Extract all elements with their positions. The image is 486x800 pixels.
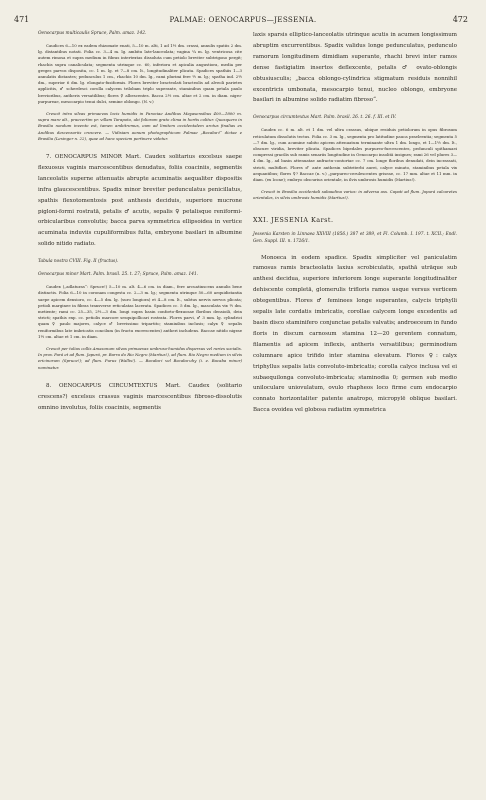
genus-heading: XXI. JESSENIA Karst. <box>253 215 334 224</box>
genus-description: Monoeca in eodem spadice. Spadix simpliciter vel paniculatim ramosus ramis bracteolatis laxius scrobiculatis, spathā utrāque sub anthesi decidua, superiore inferiorem longe superante longitudinaliter dehiscente completā, glomerulis trifloris ramos usque versus verticem obtegentibus. Flores ♂ feminees longe superantes, calycis triphylli sepalis late cordatis imbricatis, corollae calycem longe excedentis ad basin disco staminifero conjunctae petalis valvatis; androeceum in fundo floris in discum carnosum stamina 12—20 gerentem connatum, filamentis ad apicem inflexis, antheris versatilibus; germinodium columnare apice trifido inter stamina elevatum. Flores ♀: calyx triphyllus sepalis latis convoluto-imbricatis; corolla calyce inclusa vel ei subaequilonga convoluto-imbricata; staminodia 0; germen sub medio uniloculare uniovulatum, ovulo rhapheos loco firme cum endocarpio connato horizontaliter patente anatropo, micropylē oblique basilari. Bacca ovoidea vel globosa radiatim symmetrica <box>253 254 457 414</box>
species-heading-continuation: laxis sparsis elliptico-lanceolatis utrinque acutis in acumen longissimum abruptim excurrentibus. Spadix validus longe pedunculatus, pedunculo ramorum longitudinem dimidiam superante, rhachi brevi inter ramos dense fastigiatim insertos deflexcente, petalis ♂ ovato-oblongis obtusiusculis; „bacca oblongo-cylindrica stigmatum residuis nonnihil excentricis umbonata, mesocarpio tenui, nucleo oblongo, embryone basilari in albumine solido radiatim fibroso“. <box>253 32 457 104</box>
page-number-left: 471 <box>14 15 30 24</box>
page-number-right: 472 <box>452 15 468 24</box>
species-description: Caudex cc. 6 m. alt. et 1 dm. vel ultra crassus, ubique residuis petiolorum in opus fibrosum reticulatum dissolutis tectus. Folia cc. 3 m. lg., segmenta pro latitudine pauca praeleentia; segmenta 5—7 dm. lg., cum acumine subito apicem attenuatum terminante ultra 1 dm. longo, et 1—1½ dm. lt., obscure viridia, breviter plicata. Spadices bipedales purpureo-furcescentes, pedunculi spithamaei compressi gracilis sub ramis senariis longitudine in Oenocarpo insolitā insignes; rami 26 vel plures 3—4 dm. lg., ad basin attenuatae anfractu-contortae cc. 7 cm. longe floribus denudati, dein incrassati, stricti, multiflori. Flores ♂ ante anthesin subtriterbi aurei, calyce minuto, staminibus petala vix aequantibus; flores ♀? Baccae (n. v.) „purpureo-cerulescentes griseae, cc. 17 mm. altae et 11 mm. in diam. (ex Icone); embryo obscurius orientale, in ilvis umbrosis humidis (Martius!). <box>253 127 457 182</box>
synonym-citation: Oenocarpus circumtextus Mart. Palm. brasil. 26. t. 26. f. III. et IV. <box>253 115 397 121</box>
species-description: Caudices 6—10 ex eadem rhizomate enati, 5—10 m. alti, 1 ad 1½ dm. crassi, annulis spatiis 2 dm. lg. distantibus notati. Folia cc. 3—4 m. lg. ambitu late-lanceolata; vagina ¼ m. lg. ventricosa cite autem rimosa et supra medium in fibras intertextas dissoluta cum petiolo breviter subtrigono pergit; rhachis supra canaliculata; segmenta utrinque cc. 60, inferiora et apicalia angustiora, media per greges parvos disposita, cc. 1 m. lg. et 7—8 cm. lt., longitudinaliter plicata. Spadices spathiis 1—3 annulatis distantes; pedunculus 1 cm., rhachis 10 dm. lg., rami plurimi fere ½ m. lg.; spatha ind. 2½ dm., superior 6 dm. lg. elongato-fusiformis. Flores breviter bracteolati bracteolis ad alveoli parietes applicitis, ♂ scherdesci corolla calycem trilobam triplo superante, staminibus quam petala paulo brevioribus, antheris versatilibus; flores ♀ albescentes. Bacca 2½ cm. altae et 2 cm. in diam. nigro-purpureae, mesocarpio tenui dulci, semine oblongo. (N. v.) <box>38 43 242 104</box>
species-heading-oenocarpus-minor: 7. OENOCARPUS MINOR Mart. Caudex solitarius excelsus saepe flexuosus vaginis marcescentibus denudatus, foliis coaciniis, segmentis lanceolatis superne attenuatis abrupte acuminatis aequaliter dispositis infra glaucescentibus. Spadix minor breviter pedunculatus penicillatus, spathis flexotomentosis post anthesis deciduis, superiore mucrone pigloni-formi rostratā, petalis ♂ acutis, sepalis ♀ petalisque reniformi-orbicularibus convolutis; bacca parva symmetrica ellipsoidea in vertice acuminata induviis cupuliformibus fulta, embryone basilari in albumine solido nitido radiato. <box>38 154 242 248</box>
species-heading-oenocarpus-circumtextus: 8. OENOCARPUS CIRCUMTEXTUS Mart. Caudex (solitario crescens?) excelsus crassus vaginis marcescentibus fibroso-dissolutis omnino involutus, foliis coaciniis, segmentis <box>38 382 242 411</box>
species-description: Caudex („adlaturas“: Spruce!) 5—10 m. alt. 4—6 cm. in diam., fere arcuatinscens annulis bene distinctis. Folia 6—10 in coronam congesta cc. 2—3 m. lg.; segmenta utrinque 50—60 aequidistantia saepe apicem densioro, cc. 4—5 dm. lg. (suro longiora) et 4—8 cm. lt., subtus nervis nervos plicata; petioli marginee in fibras transverse reticulatas lacerata. Spadices cc. 5 dm. lg., masculata vix ½ dm. metiente; rami cc. 25—35, 2½—3 dm. longi supra basin conforto-flexuosae floribus densioili, dein stricti; spathis exp. cc. petiolis marcore sesquipollicari rostrata. Flores parvi, ♂ 3 mm. lg. cylindrici quam ♀ paulo majores, calyce ♂ brevissimo tripartito; staminibus inclusis; calyx ♀ sepalis reniformibus late imbricatis concilum (in fructu excrescentes) antheri includens. Baccae nitido nigrae 1½ cm. altae et 1 cm. in diam. <box>38 284 242 339</box>
left-column <box>38 30 242 414</box>
habitat-note: Crescit per tolias collis Amazonum silvas primaevas umbroso-humidas dispersus vel raries socialis. In prov. Pará et ad flum. Japurá, pr. Barra do Rio Negro (Martius!), ad flum. Rio Negro medium in silvis ericinorum (Spruce!); ad flum. Purus (Wallis!). — Bacaba-i vel Bacaba-uhy (i. e. Bacaba minor) nominatur. <box>38 346 242 370</box>
plate-reference: Tabula nostra CVIII. Fig. II (fructus). <box>38 259 119 265</box>
genus-reference: Jessenia Karsten in Linnaea XXVIII (1856.) 387 et 389, et Fl. Columb. I. 197. t. XCII.; Endl. Gen. Suppl. III. n. 1726/1. <box>253 231 457 244</box>
right-column <box>253 30 457 416</box>
synonym-citation: Oenocarpus minor Mart. Palm. brasil. 25. t. 27; Spruce, Palm. amaz. 141. <box>38 272 199 278</box>
habitat-note: Crescit intra silvas primaevas locis humidis in Paraciae Andibus Mayasensibus 400—1800 m. supra mare alt., praecertim pr. villam Tarapoto, ubi folioram grato clima in hortis colitur. Quosquero in Brasilia nondum invento est, tamen ambitremus, eam ad limitem occidentalem arctus finalias ex Andibus descensoriis crescere. — Vidisiam aonum photographicum Palmae „Bacaba-t“ dictae e Brasilia (Lexinger n. 22), quae ad hanc speciem pertinere videtur. <box>38 111 242 141</box>
running-head: PALMAE: OENOCARPUS—JESSENIA. <box>169 15 317 24</box>
habitat-note: Crescit in Brasilia occidentali sabaudina varios: in adversa ass. Capati ad flum. Japurá calcaretes orientales, in silvis umbrosis humidis (Martius!). <box>253 189 457 201</box>
species-title: Oenocarpus multicaulis Spruce, Palm. amaz. 142. <box>38 31 147 36</box>
